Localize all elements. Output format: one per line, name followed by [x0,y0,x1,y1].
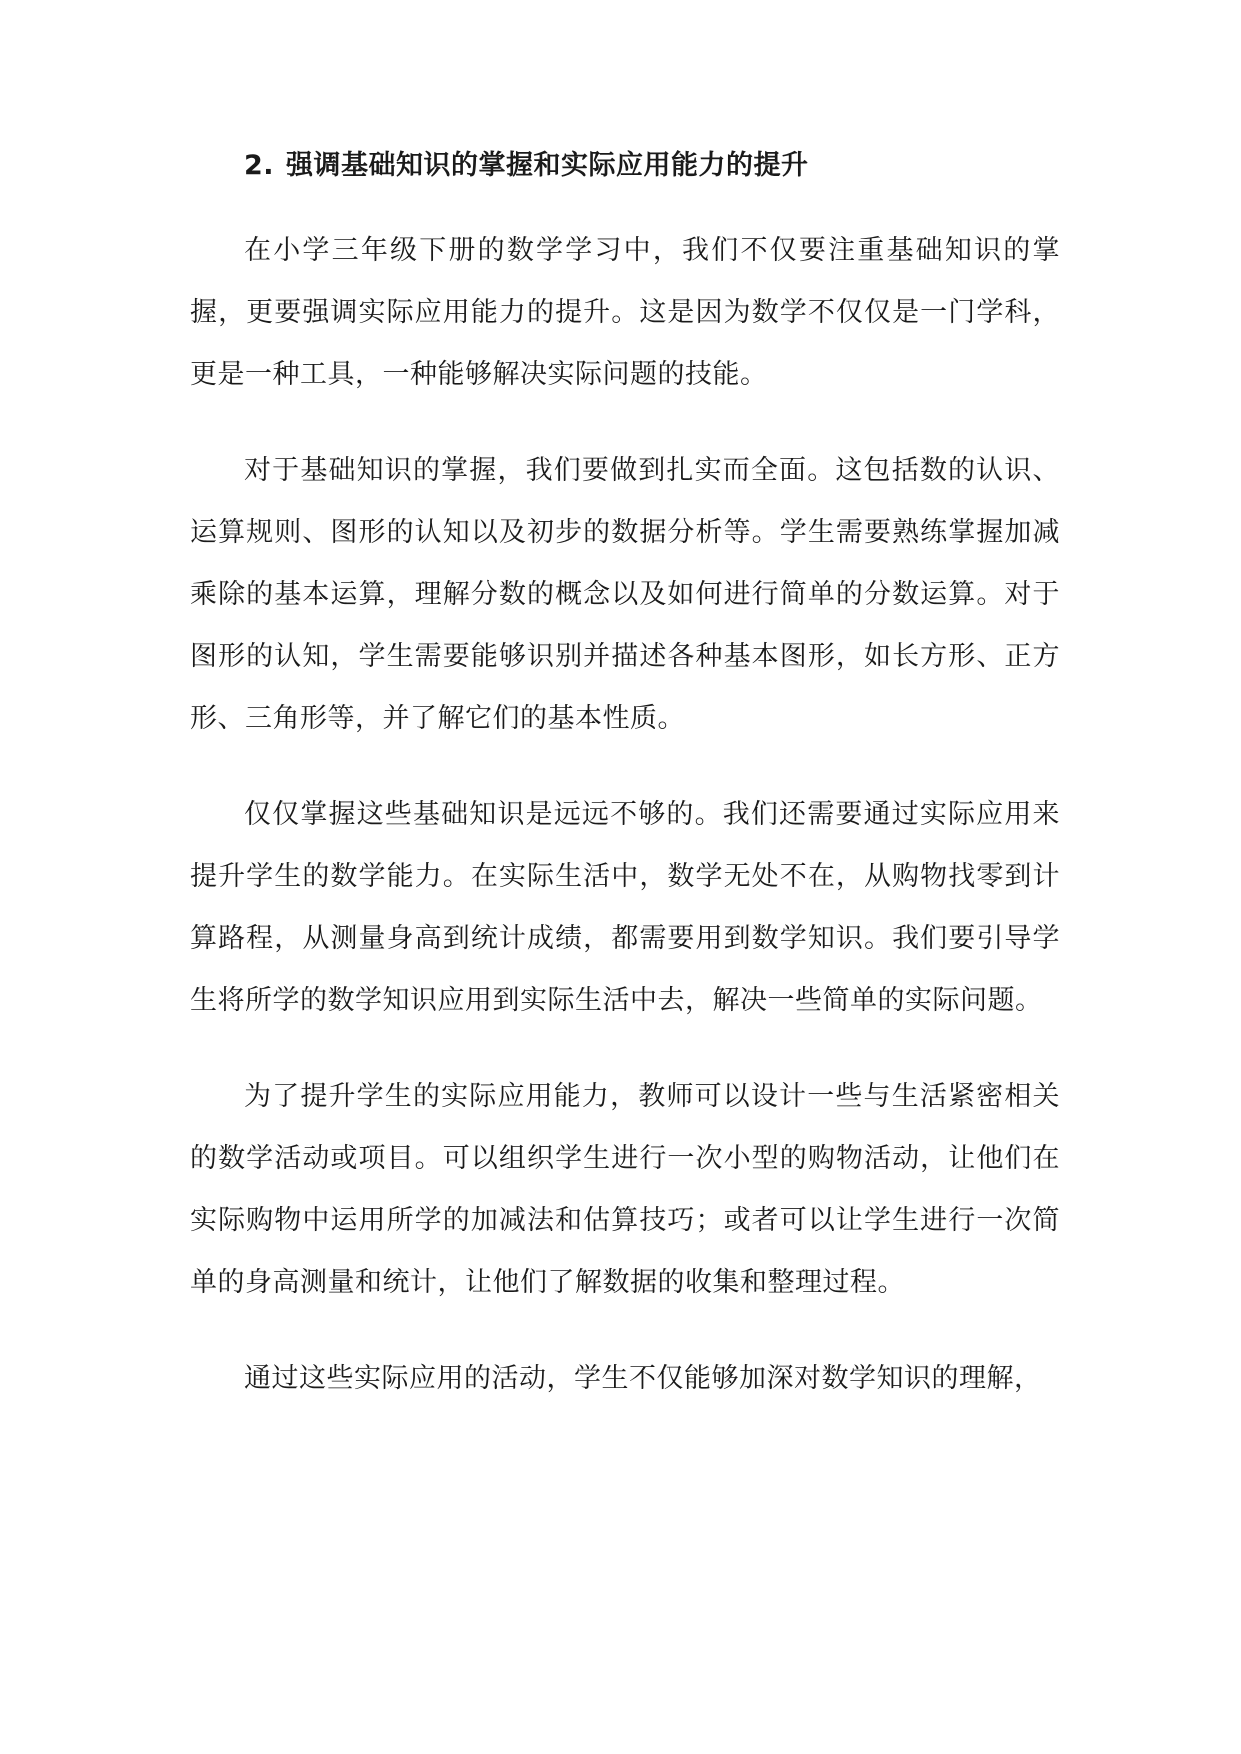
document-body [190,150,1060,1410]
section-title: 强调基础知识的掌握和实际应用能力的提升 [286,150,809,181]
paragraph: 仅仅掌握这些基础知识是远远不够的。我们还需要通过实际应用来提升学生的数学能力。在实际生活中，数学无处不在，从购物找零到计算路程，从测量身高到统计成绩，都需要用到数学知识。我们要引导学生将所学的数学知识应用到实际生活中去，解决一些简单的实际问题。 [190,799,1060,1016]
section-number: 2. [244,150,275,181]
paragraph: 在小学三年级下册的数学学习中，我们不仅要注重基础知识的掌握，更要强调实际应用能力的提升。这是因为数学不仅仅是一门学科，更是一种工具，一种能够解决实际问题的技能。 [190,235,1060,390]
paragraph: 通过这些实际应用的活动，学生不仅能够加深对数学知识的理解， [244,1363,1042,1394]
paragraph: 对于基础知识的掌握，我们要做到扎实而全面。这包括数的认识、运算规则、图形的认知以及初步的数据分析等。学生需要熟练掌握加减乘除的基本运算，理解分数的概念以及如何进行简单的分数运算。对于图形的认知，学生需要能够识别并描述各种基本图形，如长方形、正方形、三角形等，并了解它们的基本性质。 [190,455,1060,734]
section-heading [244,150,1060,182]
paragraph: 为了提升学生的实际应用能力，教师可以设计一些与生活紧密相关的数学活动或项目。可以组织学生进行一次小型的购物活动，让他们在实际购物中运用所学的加减法和估算技巧；或者可以让学生进行一次简单的身高测量和统计，让他们了解数据的收集和整理过程。 [190,1081,1060,1298]
